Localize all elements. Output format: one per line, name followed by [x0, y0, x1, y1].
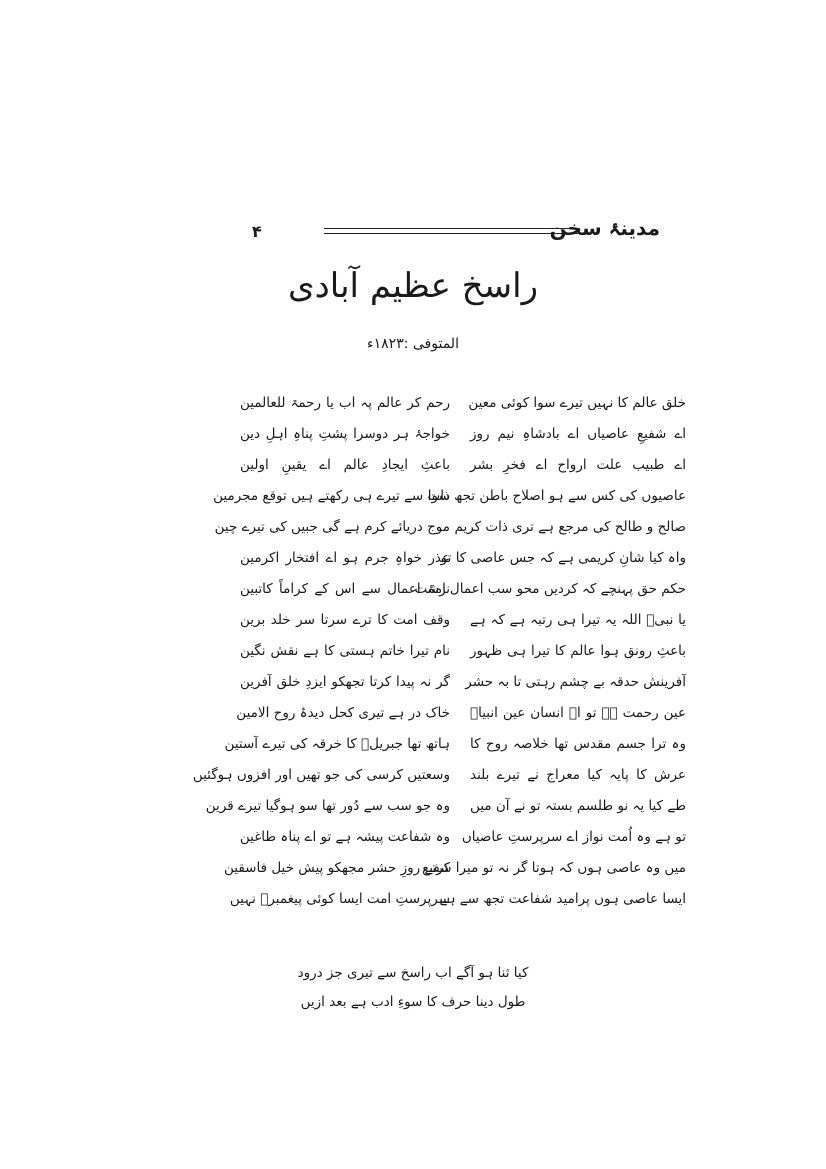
verse-line: اے طبیب علت ارواح اے فخرِ بشر [470, 457, 686, 473]
poem-left-column [192, 395, 450, 922]
verse-line: وقف امت کا ترے سرتا سر خلد برین [240, 612, 450, 628]
verse-line: باعثِ ایجادِ عالم اے یقینِ اولین [240, 457, 450, 473]
verse-line: ایسا عاصی ہوں پرامید شفاعت تجھ سے ہے [439, 891, 686, 907]
verse-line: ہاتھ تھا جبریلؑ کا خرقہ کی تیرے آستین [224, 736, 450, 752]
verse-line: موج دریائے کرم ہے گی جبیں کی تیرے چین [214, 519, 450, 535]
running-head [240, 214, 660, 250]
verse-line: خاک در ہے تیری کحل دیدۂ روح الامین [236, 705, 450, 721]
verse-line: سرپرستِ امت ایسا کوئی پیغمبرؐ نہیں [229, 891, 450, 907]
verse-line: ذات سے تیرے ہی رکھتے ہیں توقع مجرمین [213, 488, 450, 504]
verse-line: یا نبیؐ اللہ یہ تیرا ہی رتبہ ہے کہ ہے [470, 612, 686, 628]
verse-line: عذر خواہِ جرم ہو اے افتخار اکرمین [240, 550, 450, 566]
verse-line: صالح و طالح کی مرجع ہے تری ذات کریم [454, 519, 686, 535]
verse-line: باعثِ رونق ہوا عالم کا تیرا ہی ظہور [470, 643, 686, 659]
book-title: مدینۂ سخن [549, 216, 660, 240]
verse-line: میں وہ عاصی ہوں کہ ہوتا گر نہ تو میرا شفیع [422, 860, 686, 876]
verse-line: عاصیوں کی کس سے ہو اصلاح باطن تجھ سوا [427, 488, 686, 504]
verse-line: عرش کا پایہ کیا معراج نے تیرے بلند [470, 767, 686, 783]
verse-line: آفرینش حدقہ بے چشم رہتی تا بہ حشر [465, 674, 686, 690]
verse-line: وہ شفاعت پیشہ ہے تو اے پناہ طاغین [239, 829, 450, 845]
poem-right-column [414, 395, 686, 922]
header-double-rule [324, 228, 578, 234]
verse-line: نامۂ اعمال سے اس کے کراماً کاتبین [240, 581, 450, 597]
verse-line: خلق عالم کا نہیں تیرے سوا کوئی معین [468, 395, 686, 411]
closing-verse-line: طول دینا حرف کا سوءِ ادب ہے بعد ازیں [300, 994, 526, 1010]
poet-name: راسخ عظیم آبادی [287, 266, 538, 306]
verse-line: رحم کر عالم پہ اب یا رحمۃ للعالمین [240, 395, 450, 411]
verse-line: طے کیا یہ نو طلسم بستہ تو نے آن میں [470, 798, 686, 814]
closing-verse-line: کیا ثنا ہو آگے اب راسخ سے تیری جز درود [297, 965, 529, 981]
verse-line: تو ہے وہ اُمت نواز اے سرپرستِ عاصیاں [461, 829, 686, 845]
verse-line: حکم حق پہنچے کہ کردیں محو سب اعمال زشت [414, 581, 686, 597]
page-number: ۴ [252, 222, 262, 241]
verse-line: خواجۂ ہر دوسرا پشتِ پناہِ اہلِ دین [240, 426, 450, 442]
verse-line: اے شفیعِ عاصیاں اے بادشاہِ نیم روز [470, 426, 686, 442]
verse-line: واہ کیا شانِ کریمی ہے کہ جس عاصی کا تو [440, 550, 686, 566]
verse-line: گر نہ پیدا کرتا تجھکو ایزدِ خلق آفرین [240, 674, 450, 690]
verse-line: عین رحمت ہے تو اے انسان عین انبیاؑ [470, 705, 686, 721]
death-year: المتوفی :۱۸۲۳ء [367, 336, 459, 352]
verse-line: کرتے روزِ حشر مجھکو پیش خیل فاسقین [223, 860, 450, 876]
verse-line: وہ جو سب سے دُور تھا سو ہوگیا تیرے قرین [205, 798, 450, 814]
verse-line: وسعتیں کرسی کی جو تھیں اور افزوں ہوگئیں [192, 767, 450, 783]
verse-line: وہ ترا جسم مقدس تھا خلاصہ روح کا [470, 736, 686, 752]
verse-line: نام تیرا خاتم ہستی کا ہے نقش نگین [240, 643, 450, 659]
